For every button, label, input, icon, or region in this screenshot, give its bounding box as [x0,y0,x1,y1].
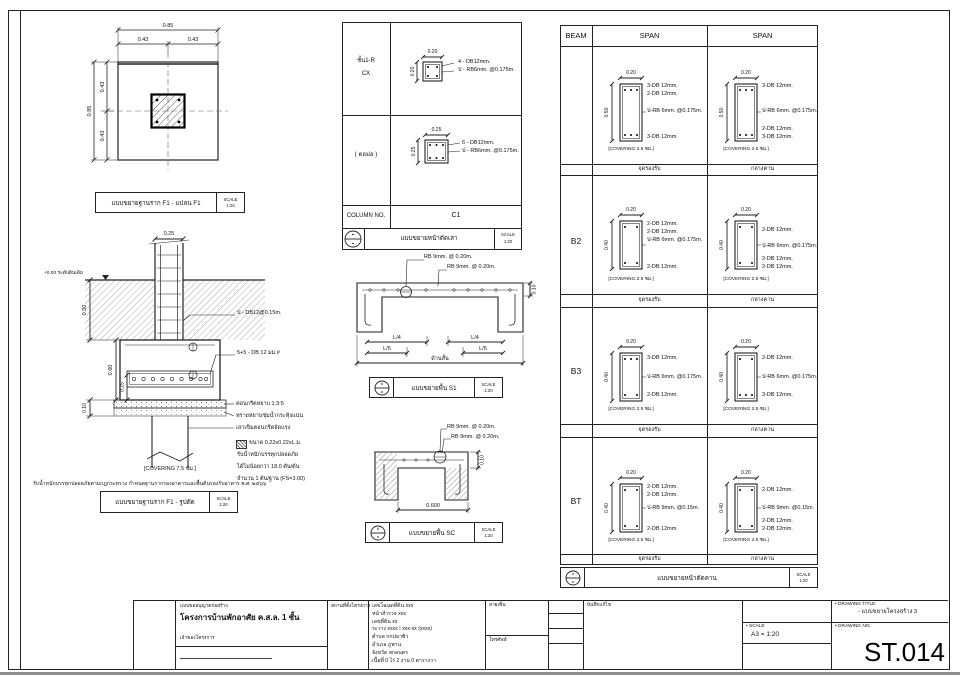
covering-label: [COVERING 2.5 ซม.] [723,277,769,282]
drawing-title: - แบบขยายโครงสร้าง 3 [858,609,918,615]
covering-label: [COVERING 2.5 ซม.] [723,407,769,412]
scale-label: • SCALE [746,624,765,629]
svg-text:0.20: 0.20 [626,339,636,345]
detail-bubble-icon [366,523,390,542]
dim-label: 0.600 [426,503,440,509]
rebar-label: RB 9mm. @ 0.20m. [447,424,496,430]
svg-text:0.20: 0.20 [741,70,751,76]
covering-label: [COVERING 7.5 ซม.] [144,466,196,472]
dim-label: 0.85 [162,23,174,29]
address-line: เลขที่ดิน xx [372,618,398,625]
rebar-label: 2-DB 12mm. [762,526,793,532]
pile-note: รับน้ำหนักบรรทุกปลอดภัย [237,452,298,458]
svg-text:0.20: 0.20 [741,470,751,476]
scale-value: 1:20 [484,387,493,393]
location-label: สถานที่ตั้งโครงการ [331,604,371,609]
detail-bubble-icon [344,230,362,248]
rebar-label: 2-DB 12mm. [762,126,793,132]
covering-label: [COVERING 2.5 ซม.] [608,277,654,282]
svg-text:0.40: 0.40 [604,240,610,250]
owner-label: เจ้าของโครงการ [180,636,215,641]
detail-title: แบบขยายฐานราก F1 - รูปตัด [115,499,195,506]
address-line: ระวาง xxxx I xxx-xx (xxxx) [372,626,433,633]
pile-note: ขนาด 0.22x0.22xL.ม. [249,440,302,446]
rebar-label: 3-DB 12mm. [762,83,793,89]
mat-rebar-label: 5+5 - DB 12 มม.# [237,350,280,356]
svg-text:0.20: 0.20 [741,339,751,345]
covering-label: [COVERING 2.5 ซม.] [608,147,654,152]
scale-label: SCALE [481,526,496,532]
rebar-label: 3-DB 12mm. [647,83,678,89]
rebar-label: 2-DB 12mm. [647,484,678,490]
scale-value: 1:20 [226,202,235,208]
sand-label: ทรายหยาบชุ่มน้ำกระทุ้งแน่น [236,413,304,419]
scale-box [789,568,817,587]
rebar-label: 3-DB 12mm. [647,134,678,140]
rebar-label: 2-DB 12mm. [762,518,793,524]
scale-value: 1:20 [799,577,808,583]
scale-value: A3 = 1:20 [751,631,780,638]
lean-concrete-label: คอนกรีตหยาบ 1:3:5 [236,401,284,407]
stirrup-label: ป-RB 9mm. @0.15m. [647,505,700,511]
beam-table-header-span: SPAN [639,31,660,40]
address-line: ตำบล กกปลาซิว [372,634,409,641]
svg-text:0.20: 0.20 [626,70,636,76]
dim-label: L/4 [393,335,401,341]
dim-label: 0.20 [427,49,438,55]
scale-box [474,378,502,397]
dim-label: 0.10 [479,455,486,465]
signature-label: ลายเซ็น [489,603,506,608]
address-line: เนื้อที่ 0 ไร่ 2 งาน 0 ตารางวา [372,657,436,664]
covering-label: [COVERING 2.5 ซม.] [723,147,769,152]
midspan-caption: กลางคาน [750,427,774,433]
scale-label: SCALE [500,232,516,237]
detail-title: แบบขยายหน้าตัดเสา [400,235,458,242]
dim-label: 0.25 [431,127,442,133]
stirrup-label: ป-RB 6mm. @0.175m. [762,374,818,380]
support-caption: จุดรองรับ [638,297,661,303]
rebar-label: 3-DB 12mm. [762,134,793,140]
dim-label: 0.25 [163,231,175,237]
dim-label: 0.50 [82,304,88,316]
scale-label: SCALE [481,381,496,387]
svg-text:0.40: 0.40 [604,372,610,382]
support-caption: จุดรองรับ [638,166,661,172]
rebar-label: 2-DB 12mm. [647,264,678,270]
dim-label: L/5 [383,346,391,352]
stirrup-label: ป-RB 6mm. @0.175m. [647,108,703,114]
beam-name: B3 [570,366,582,376]
covering-label: [COVERING 2.5 ซม.] [723,538,769,543]
pile-label: เสาเข็มคอนกรีตอัดแรง [236,425,291,431]
scale-box [209,492,237,512]
detail-title: แบบขยายพื้น SC [408,529,456,537]
svg-text:0.40: 0.40 [604,503,610,513]
rebar-label: 4 - DB12mm. [458,59,491,65]
column-no-header: COLUMN NO. [346,213,386,219]
dowel-label: ป - DB12@0.15m. [237,310,282,316]
dim-label: 0.43 [137,37,149,43]
support-caption: จุดรองรับ [638,556,661,562]
foundation-plan-drawing [80,20,260,220]
beam-section-drawing [707,437,822,554]
sc-drawing [340,420,540,520]
dim-label: 0.25 [119,382,126,392]
rebar-label: RB 9mm. @ 0.20m. [451,434,500,440]
scale-label: SCALE [796,571,811,577]
rebar-label: 2-DB 12mm. [762,355,793,361]
rebar-label: 2-DB 12mm. [647,492,678,498]
regulation-note: รับน้ำหนักบรรทุกปลอดภัยตามกฎกระทรวง กำหนดฐานรากรองอาคารและพื้นดินรองรับอาคาร พ.ศ. ๒๕๖๖ [33,481,267,487]
floor-label: ( ตอม่อ ) [354,152,378,158]
svg-text:0.20: 0.20 [626,470,636,476]
dim-label: ด้านสั้น [431,356,449,362]
drawing-title-label: • DRAWING TITLE [835,602,876,607]
rebar-label: RB 9mm. @ 0.20m. [447,264,496,270]
scale-label: SCALE [223,196,238,202]
beam-table-header-span: SPAN [752,31,773,40]
detail-bubble-icon [370,378,394,397]
dim-label: 0.43 [100,130,106,142]
rebar-label: 2-DB 12mm. [647,392,678,398]
phone-label: โทรศัพท์ [489,638,507,643]
revision-label: บันทึกแก้ไข [587,603,612,608]
ground-level-label: +0.00 ระดับดินเดิม [44,271,84,276]
drawing-number: ST.014 [864,637,945,667]
detail-title: แบบขยายพื้น S1 [411,384,457,392]
covering-label: [COVERING 2.5 ซม.] [608,538,654,543]
scale-box [216,193,244,212]
svg-text:0.40: 0.40 [719,503,725,513]
svg-text:0.20: 0.20 [741,207,751,213]
svg-text:0.20: 0.20 [626,207,636,213]
drawing-no-label: • DRAWING NO. [835,624,871,629]
dim-label: L/5 [479,346,487,352]
dim-label: 0.85 [87,105,93,117]
dim-label: 0.43 [100,81,106,93]
rebar-label: 2-DB 12mm. [762,264,793,270]
rebar-label: 3-DB 12mm. [647,355,678,361]
support-caption: จุดรองรับ [638,427,661,433]
midspan-caption: กลางคาน [750,556,774,562]
stirrup-label: ป-RB 6mm. @0.175m. [647,237,703,243]
rebar-label: RB 9mm. @ 0.20m. [424,254,473,260]
dim-label: 0.25 [411,146,417,157]
address-line: จังหวัด สกลนคร [372,649,409,656]
foundation-section-titlebar [100,491,238,513]
stirrup-label: ป-RB 6mm. @0.175m. [762,108,818,114]
column-no-value: C1 [451,212,461,219]
floor-label: CX [361,71,371,77]
project-name: โครงการบ้านพักอาศัย ค.ส.ล. 1 ชั้น [180,613,300,622]
stirrup-label: ป-RB 9mm. @0.15m. [762,505,815,511]
midspan-caption: กลางคาน [750,166,774,172]
dim-label: 0.43 [187,37,199,43]
rebar-label: 6 - DB12mm. [462,140,495,146]
midspan-caption: กลางคาน [750,297,774,303]
rebar-label: 2-DB 12mm. [647,229,678,235]
covering-label: [COVERING 2.5 ซม.] [608,407,654,412]
beam-table-titlebar [560,567,818,588]
floor-label: ชั้น1-R [357,58,375,64]
dim-label: L/4 [471,335,479,341]
scale-label: SCALE [216,496,231,502]
permit-type-label: แบบขออนุญาตก่อสร้าง [180,604,228,609]
rebar-label: 3-DB 12mm. [762,392,793,398]
rebar-label: 2-DB 12mm. [647,526,678,532]
detail-bubble-icon [561,568,585,587]
scale-value: 1:20 [484,532,493,538]
address-line: อำเภอ ภูพาน [372,642,402,648]
address-line: เลขโฉนดที่ดิน xxx [372,603,414,609]
scale-value: 1:20 [219,502,228,507]
svg-text:0.50: 0.50 [604,107,610,118]
stirrup-label: ป-RB 6mm. @0.175m. [647,374,703,380]
stirrup-label: ป-RB 6mm. @0.175m. [762,243,818,249]
beam-name: B2 [570,236,582,246]
rebar-label: 2-DB 12mm. [762,487,793,493]
column-sections-drawing [342,22,522,228]
pile-note: ได้ไม่น้อยกว่า 18.0 ตัน/ต้น [237,464,300,470]
foundation-plan-titlebar [95,192,245,213]
s1-titlebar [369,377,503,398]
owner-signature-line [180,658,272,659]
rebar-label: 2-DB 12mm. [762,227,793,233]
stirrup-label: ป - RB6mm. @0.175m. [458,67,515,73]
dim-label: 0.20 [410,66,416,77]
rebar-label: 2-DB 12mm. [647,91,678,97]
detail-title: แบบขยายฐานราก F1 - แปลน F1 [111,199,201,207]
dim-label: 0.10 [531,284,538,295]
sc-titlebar [365,522,503,543]
svg-text:0.40: 0.40 [719,240,725,250]
svg-text:0.50: 0.50 [719,107,725,118]
page-bottom-edge [0,672,960,675]
rebar-label: 2-DB 12mm. [762,256,793,262]
binding-margin-line [20,10,21,670]
dim-label: 0.10 [82,403,88,413]
address-line: หน้าสำรวจ xxx [372,610,406,617]
scale-box [474,523,502,542]
svg-text:0.40: 0.40 [719,372,725,382]
dim-label: 0.60 [108,364,114,376]
rebar-label: 2-DB 12mm. [647,221,678,227]
beam-name: BT [570,496,582,506]
stirrup-label: ป - RB6mm. @0.175m. [462,148,519,154]
scale-value: 1:20 [503,239,513,244]
beam-table-header-beam: BEAM [565,31,587,40]
pile-note: จำนวน 1 ต้น/ฐาน (FS=3.00) [237,476,305,482]
detail-title: แบบขยายหน้าตัดคาน [657,574,717,582]
pile-hatch-icon [236,440,247,449]
